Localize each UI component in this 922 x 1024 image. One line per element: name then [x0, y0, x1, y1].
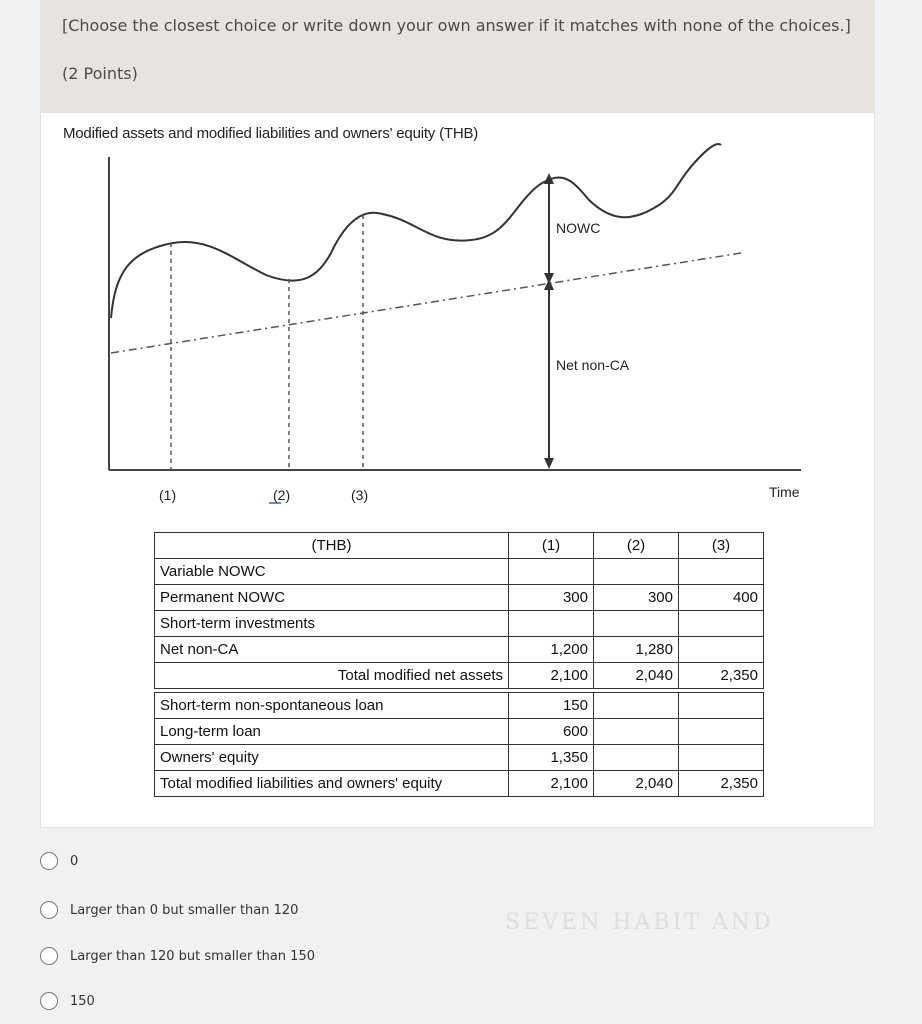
- table-header-thb: (THB): [155, 533, 509, 559]
- balance-table: [154, 532, 764, 797]
- background-watermark: SEVEN HABIT AND: [505, 910, 774, 935]
- table-row: [155, 559, 764, 585]
- net-non-ca-arrow-head-down: [544, 458, 554, 469]
- table-row: [155, 719, 764, 745]
- row-value: [594, 745, 679, 771]
- row-value: [594, 559, 679, 585]
- table-row: [155, 693, 764, 719]
- row-label: Long-term loan: [155, 719, 509, 745]
- row-value: 300: [594, 585, 679, 611]
- option-0[interactable]: [40, 852, 78, 870]
- row-label: Owners' equity: [155, 745, 509, 771]
- row-label: Variable NOWC: [155, 559, 509, 585]
- table-header-1: (1): [509, 533, 594, 559]
- row-value: [594, 719, 679, 745]
- row-label: Total modified net assets: [155, 663, 509, 689]
- row-value: 1,350: [509, 745, 594, 771]
- table-row: [155, 585, 764, 611]
- row-label: Net non-CA: [155, 637, 509, 663]
- row-value: 150: [509, 693, 594, 719]
- option-2[interactable]: [40, 947, 315, 965]
- option-3[interactable]: [40, 992, 95, 1010]
- row-value: [679, 719, 764, 745]
- row-value: 1,200: [509, 637, 594, 663]
- radio-option-0[interactable]: [40, 852, 58, 870]
- row-label: Short-term investments: [155, 611, 509, 637]
- row-label: Permanent NOWC: [155, 585, 509, 611]
- nowc-label: NOWC: [556, 220, 601, 236]
- radio-option-1[interactable]: [40, 901, 58, 919]
- time-label: Time: [769, 484, 800, 500]
- row-value: [679, 611, 764, 637]
- row-value: [594, 611, 679, 637]
- x-mark-3: (3): [351, 487, 369, 503]
- radio-option-2[interactable]: [40, 947, 58, 965]
- table-header-row: [155, 533, 764, 559]
- row-value: [509, 611, 594, 637]
- radio-option-3[interactable]: [40, 992, 58, 1010]
- option-1[interactable]: [40, 901, 298, 919]
- row-value: 2,100: [509, 771, 594, 797]
- permanent-trend-line: [111, 253, 741, 353]
- row-value: [509, 559, 594, 585]
- row-label: Short-term non-spontaneous loan: [155, 693, 509, 719]
- total-assets-curve: [111, 144, 721, 318]
- row-value: 2,040: [594, 771, 679, 797]
- row-value: 2,040: [594, 663, 679, 689]
- financing-chart: [41, 113, 874, 513]
- row-value: 300: [509, 585, 594, 611]
- row-value: 2,100: [509, 663, 594, 689]
- row-value: 400: [679, 585, 764, 611]
- x-mark-2: (2): [273, 487, 291, 503]
- table-total-row: [155, 663, 764, 689]
- row-value: 1,280: [594, 637, 679, 663]
- figure-title: Modified assets and modified liabilities and owners' equity (THB): [63, 125, 479, 142]
- table-row: [155, 637, 764, 663]
- table-row: [155, 611, 764, 637]
- question-header: [40, 0, 875, 112]
- question-points: (2 Points): [62, 64, 138, 83]
- row-value: 2,350: [679, 771, 764, 797]
- row-value: 2,350: [679, 663, 764, 689]
- row-value: [679, 693, 764, 719]
- net-non-ca-label: Net non-CA: [556, 357, 630, 373]
- row-value: [679, 559, 764, 585]
- row-value: [679, 745, 764, 771]
- option-label: 150: [70, 993, 95, 1009]
- option-label: Larger than 120 but smaller than 150: [70, 948, 315, 964]
- option-label: Larger than 0 but smaller than 120: [70, 902, 299, 918]
- table-header-3: (3): [679, 533, 764, 559]
- table-total-row: [155, 771, 764, 797]
- row-value: 600: [509, 719, 594, 745]
- question-instruction: [Choose the closest choice or write down your own answer if it matches with none of the choices.]: [62, 16, 851, 35]
- row-value: [679, 637, 764, 663]
- option-label: 0: [70, 853, 79, 869]
- table-row: [155, 745, 764, 771]
- row-value: [594, 693, 679, 719]
- row-label: Total modified liabilities and owners' equity: [155, 771, 509, 797]
- figure-card: [40, 112, 875, 828]
- x-mark-1: (1): [159, 487, 177, 503]
- table-header-2: (2): [594, 533, 679, 559]
